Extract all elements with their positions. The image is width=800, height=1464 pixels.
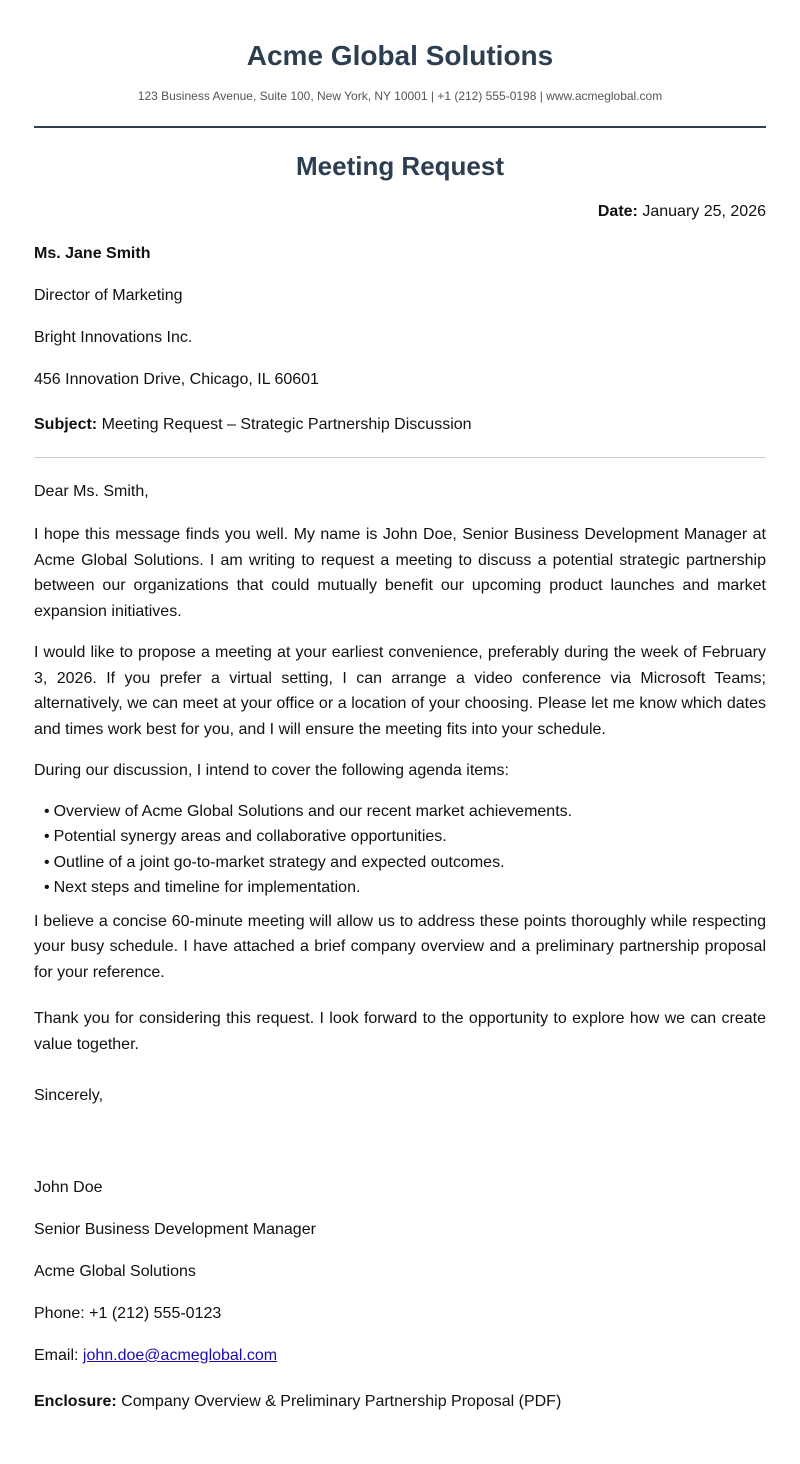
email-label: Email:: [34, 1347, 83, 1364]
sender-company: Acme Global Solutions: [34, 1263, 196, 1280]
date-line: [34, 202, 766, 222]
email-link[interactable]: john.doe@acmeglobal.com: [82, 1347, 278, 1364]
subject-line: [34, 415, 766, 435]
recipient-position: Director of Marketing: [34, 287, 183, 304]
company-contact-line: 123 Business Avenue, Suite 100, New York, NY 10001 | +1 (212) 555-0198 | www.acmeglobal.com: [137, 89, 663, 103]
body-divider: [34, 457, 766, 458]
agenda-item-text: Next steps and timeline for implementation.: [53, 879, 361, 896]
sender-email-line: [34, 1346, 766, 1366]
agenda-item: [44, 824, 766, 850]
paragraph-duration: I believe a concise 60-minute meeting will allow us to address these points thoroughly while respecting your busy schedule. I have attached a brief company overview and a preliminary partnership proposal for your reference.: [34, 912, 766, 981]
date-value: January 25, 2026: [642, 203, 766, 220]
agenda-item: [44, 799, 766, 825]
agenda-item: [44, 875, 766, 901]
agenda-item-text: Outline of a joint go-to-market strategy and expected outcomes.: [53, 853, 505, 871]
letterhead-divider: [34, 126, 766, 128]
enclosure-label: Enclosure:: [34, 1393, 117, 1410]
bullet-icon: •: [44, 879, 50, 896]
subject-value: Meeting Request – Strategic Partnership Discussion: [101, 416, 472, 433]
closing: Sincerely,: [34, 1087, 104, 1104]
agenda-list: [34, 799, 766, 901]
enclosure-value: Company Overview & Preliminary Partnership Proposal (PDF): [121, 1393, 562, 1410]
enclosure-line: [34, 1392, 766, 1412]
agenda-item-text: Potential synergy areas and collaborative opportunities.: [53, 828, 447, 845]
salutation: Dear Ms. Smith,: [34, 483, 149, 500]
paragraph-thanks: Thank you for considering this request. I look forward to the opportunity to explore how we can create value together.: [34, 1010, 766, 1053]
paragraph-agenda-intro: During our discussion, I intend to cover the following agenda items:: [34, 762, 509, 779]
agenda-item: [44, 850, 766, 876]
recipient-name: Ms. Jane Smith: [34, 245, 151, 262]
paragraph-proposal: I would like to propose a meeting at your earliest convenience, preferably during the week of February 3, 2026. If you prefer a virtual setting, I can arrange a video conference via Microsoft Teams; alternatively, we can meet at your office or a location of your choosing. Please let me know which dates and times work best for you, and I will ensure the meeting fits into your schedule.: [34, 644, 766, 738]
sender-position: Senior Business Development Manager: [34, 1221, 316, 1238]
document-title: Meeting Request: [295, 151, 505, 181]
recipient-company: Bright Innovations Inc.: [34, 329, 193, 346]
sender-phone: Phone: +1 (212) 555-0123: [34, 1305, 222, 1322]
subject-label: Subject:: [34, 416, 98, 433]
bullet-icon: •: [44, 828, 50, 845]
recipient-block: [34, 244, 766, 390]
company-name: Acme Global Solutions: [246, 40, 554, 71]
sender-name: John Doe: [34, 1179, 103, 1196]
agenda-item-text: Overview of Acme Global Solutions and our recent market achievements.: [53, 802, 573, 820]
paragraph-introduction: I hope this message finds you well. My name is John Doe, Senior Business Development Manager at Acme Global Solutions. I am writing to request a meeting to discuss a potential strategic partnership between our organizations that could mutually benefit our upcoming product launches and market expansion initiatives.: [34, 526, 766, 620]
signature-block: [34, 1178, 766, 1366]
bullet-icon: •: [44, 802, 50, 820]
date-label: Date:: [597, 203, 638, 220]
recipient-address: 456 Innovation Drive, Chicago, IL 60601: [34, 371, 319, 388]
letter-page: [34, 0, 766, 1412]
bullet-icon: •: [44, 853, 50, 871]
